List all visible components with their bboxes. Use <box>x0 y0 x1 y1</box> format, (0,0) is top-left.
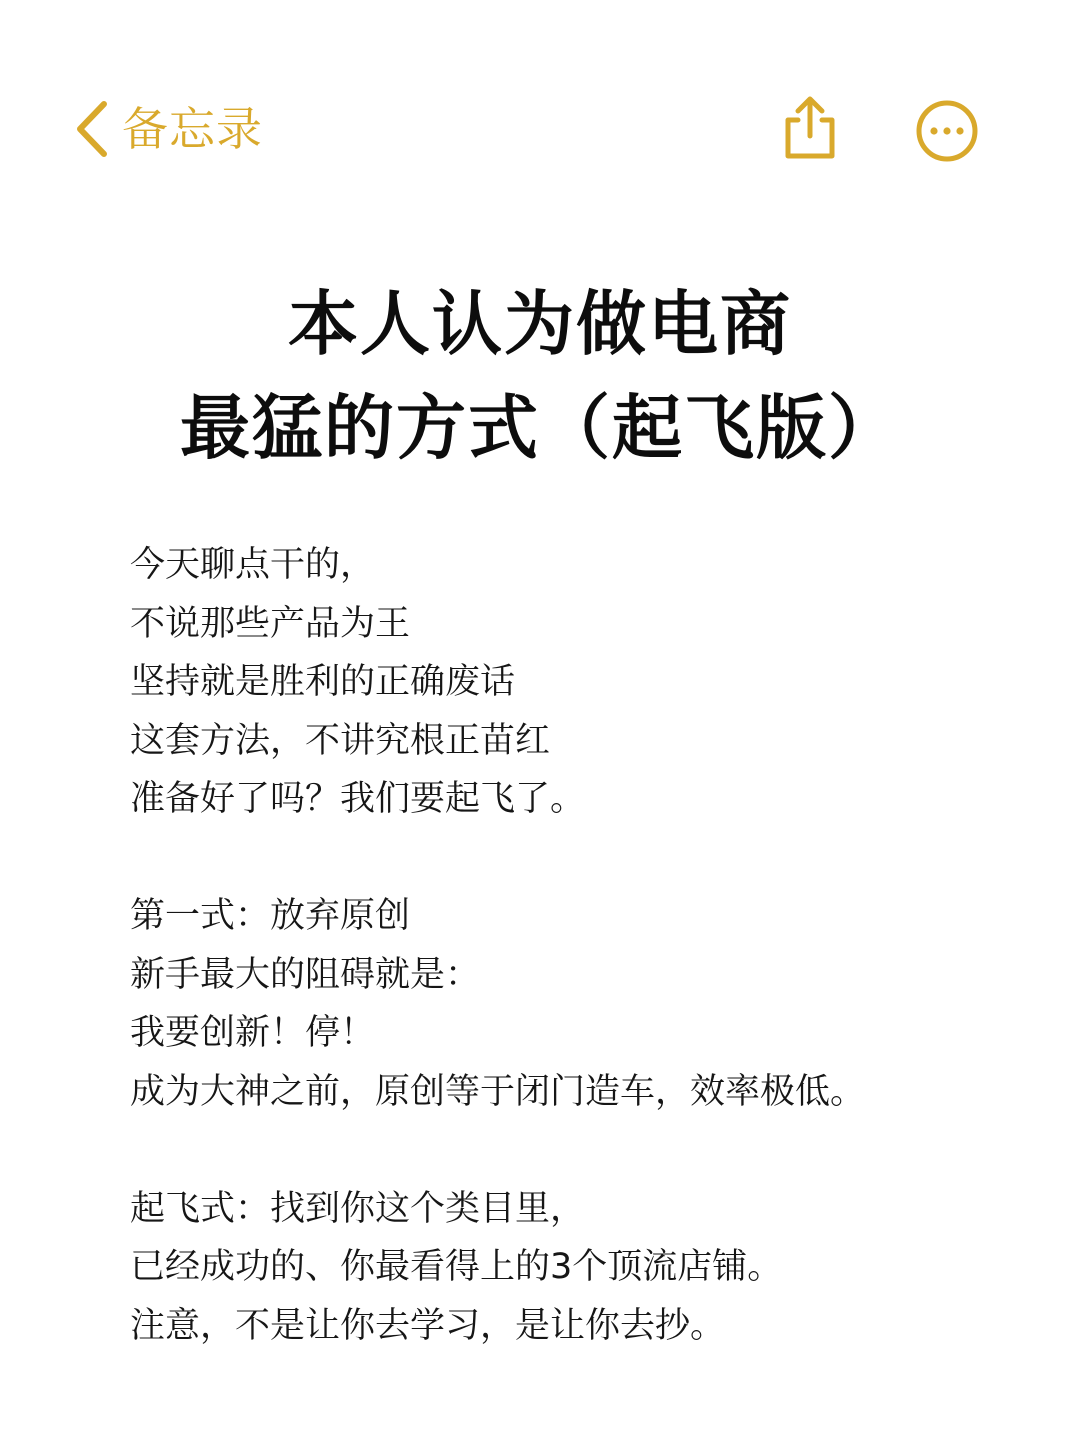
note-body-line: 注意，不是让你去学习，是让你去抄。 <box>130 1305 726 1346</box>
note-body-line: 已经成功的、你最看得上的3个顶流店铺。 <box>130 1247 783 1287</box>
back-button-label: 备忘录 <box>122 102 263 156</box>
note-title-line: 最猛的方式（起飞版） <box>180 387 900 469</box>
share-icon[interactable] <box>778 94 842 162</box>
note-body-line: 坚持就是胜利的正确废话 <box>130 662 516 702</box>
paragraph-gap <box>130 1121 1030 1180</box>
note-title <box>0 272 1080 480</box>
navigation-bar <box>0 0 1080 200</box>
paragraph-gap <box>130 829 1030 888</box>
note-body-line: 新手最大的阻碍就是： <box>130 954 481 995</box>
note-body-line: 我要创新！停！ <box>130 1013 376 1053</box>
note-body-line: 这套方法，不讲究根正苗红 <box>130 720 551 761</box>
note-body-line: 第一式：放弃原创 <box>130 896 411 936</box>
ellipsis-circle-icon[interactable] <box>914 98 980 164</box>
note-body-line: 起飞式：找到你这个类目里， <box>130 1188 586 1229</box>
note-body-line: 成为大神之前，原创等于闭门造车，效率极低。 <box>130 1071 866 1112</box>
note-body-line: 今天聊点干的， <box>130 545 376 585</box>
back-button[interactable] <box>70 96 263 162</box>
note-title-line: 本人认为做电商 <box>288 283 792 365</box>
note-body <box>130 536 1030 1355</box>
note-body-line: 准备好了吗？我们要起飞了。 <box>130 779 586 819</box>
chevron-left-icon <box>70 96 114 162</box>
note-body-line: 不说那些产品为王 <box>130 603 411 644</box>
